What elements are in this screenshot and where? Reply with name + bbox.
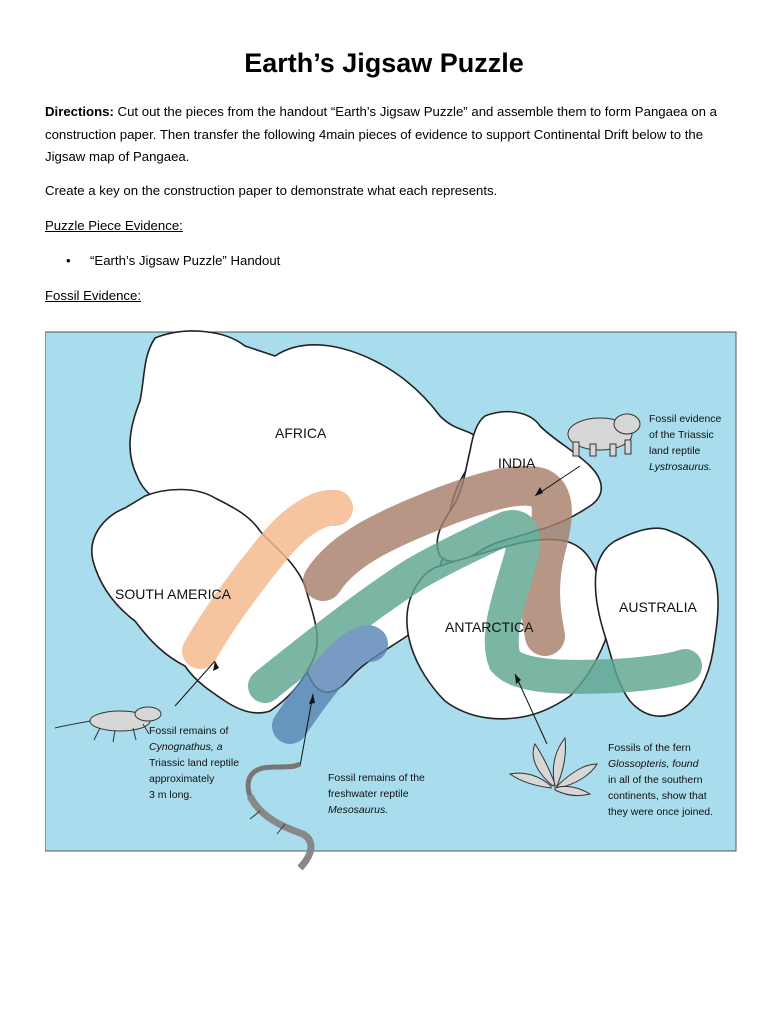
puzzle-piece-heading: Puzzle Piece Evidence: [45, 218, 183, 233]
lystrosaurus-caption: Fossil evidence of the Triassic land reptile Lystrosaurus. [649, 413, 722, 473]
mesosaurus-caption: Fossil remains of the freshwater reptile Mesosaurus. [328, 772, 425, 816]
directions-paragraph [45, 101, 735, 169]
key-instruction: Create a key on the construction paper to demonstrate what each represents. [45, 183, 498, 198]
bullet-icon: • [66, 253, 71, 268]
india-label: INDIA [498, 455, 536, 471]
bullet-item [66, 250, 280, 273]
africa-label: AFRICA [275, 425, 327, 441]
bullet-text: “Earth’s Jigsaw Puzzle” Handout [90, 253, 281, 268]
south-america-label: SOUTH AMERICA [115, 586, 231, 602]
antarctica-label: ANTARCTICA [445, 619, 534, 635]
directions-text: Cut out the pieces from the handout “Earth’s Jigsaw Puzzle” and assemble them to form Pangaea on a construction paper. Then transfer the following 4main pieces of evidence to support Continental Drift below to the Jigsaw map of Pangaea. [45, 104, 717, 164]
page-title: Earth’s Jigsaw Puzzle [244, 48, 524, 78]
directions-label: Directions: [45, 104, 114, 119]
fossil-evidence-heading: Fossil Evidence: [45, 288, 142, 303]
australia-label: AUSTRALIA [619, 599, 697, 615]
cynognathus-caption: Fossil remains of Cynognathus, a Triassic land reptile approximately 3 m long. [149, 725, 240, 801]
pangaea-fossil-map [45, 316, 738, 876]
glossopteris-caption: Fossils of the fern Glossopteris, found in all of the southern continents, show that they were once joined. [608, 742, 714, 818]
